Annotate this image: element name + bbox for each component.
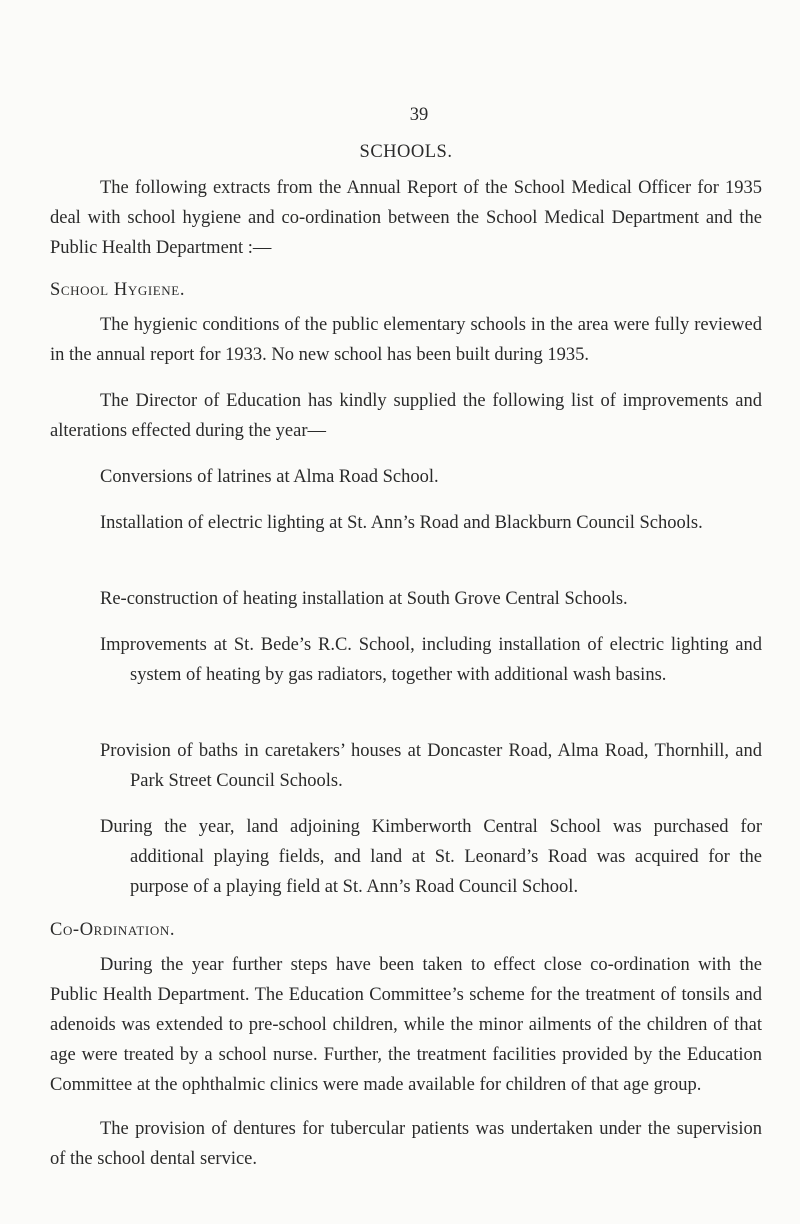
section-heading-school-hygiene: School Hygiene.	[50, 280, 186, 300]
page-title: SCHOOLS.	[359, 142, 453, 162]
list-item: Improvements at St. Bede’s R.C. School, including installation of electric lighting and system of heating by gas radiators, together with additional wash basins.	[100, 635, 762, 685]
intro-paragraph: The following extracts from the Annual Report of the School Medical Officer for 1935 deal with school hygiene and co-ordination between the School Medical Department and the Public Health Department :—	[50, 178, 762, 258]
list-item: Installation of electric lighting at St. Ann’s Road and Blackburn Council Schools.	[100, 513, 703, 533]
page-number: 39	[409, 105, 429, 125]
coordination-paragraph-2: The provision of dentures for tubercular patients was undertaken under the supervision of the school dental service.	[50, 1119, 762, 1169]
list-item: Conversions of latrines at Alma Road School.	[100, 467, 439, 487]
list-item: Provision of baths in caretakers’ houses at Doncaster Road, Alma Road, Thornhill, and Park Street Council Schools.	[100, 741, 762, 791]
section-heading-co-ordination: Co-Ordination.	[50, 920, 176, 940]
list-item: Re-construction of heating installation at South Grove Central Schools.	[100, 589, 628, 609]
hygiene-paragraph-2: The Director of Education has kindly supplied the following list of improvements and alterations effected during the year—	[50, 391, 762, 441]
coordination-paragraph-1: During the year further steps have been taken to effect close co-ordination with the Public Health Department. The Education Committee’s scheme for the treatment of tonsils and adenoids was extended to pre-school children, while the minor ailments of the children of that age were treated by a school nurse. Further, the treatment facilities provided by the Education Committee at the ophthalmic clinics were made available for children of that age group.	[50, 955, 762, 1095]
list-item: During the year, land adjoining Kimberworth Central School was purchased for additional playing fields, and land at St. Leonard’s Road was acquired for the purpose of a playing field at St. Ann’s Road Council School.	[100, 817, 762, 897]
hygiene-paragraph-1: The hygienic conditions of the public elementary schools in the area were fully reviewed in the annual report for 1933. No new school has been built during 1935.	[50, 315, 762, 365]
